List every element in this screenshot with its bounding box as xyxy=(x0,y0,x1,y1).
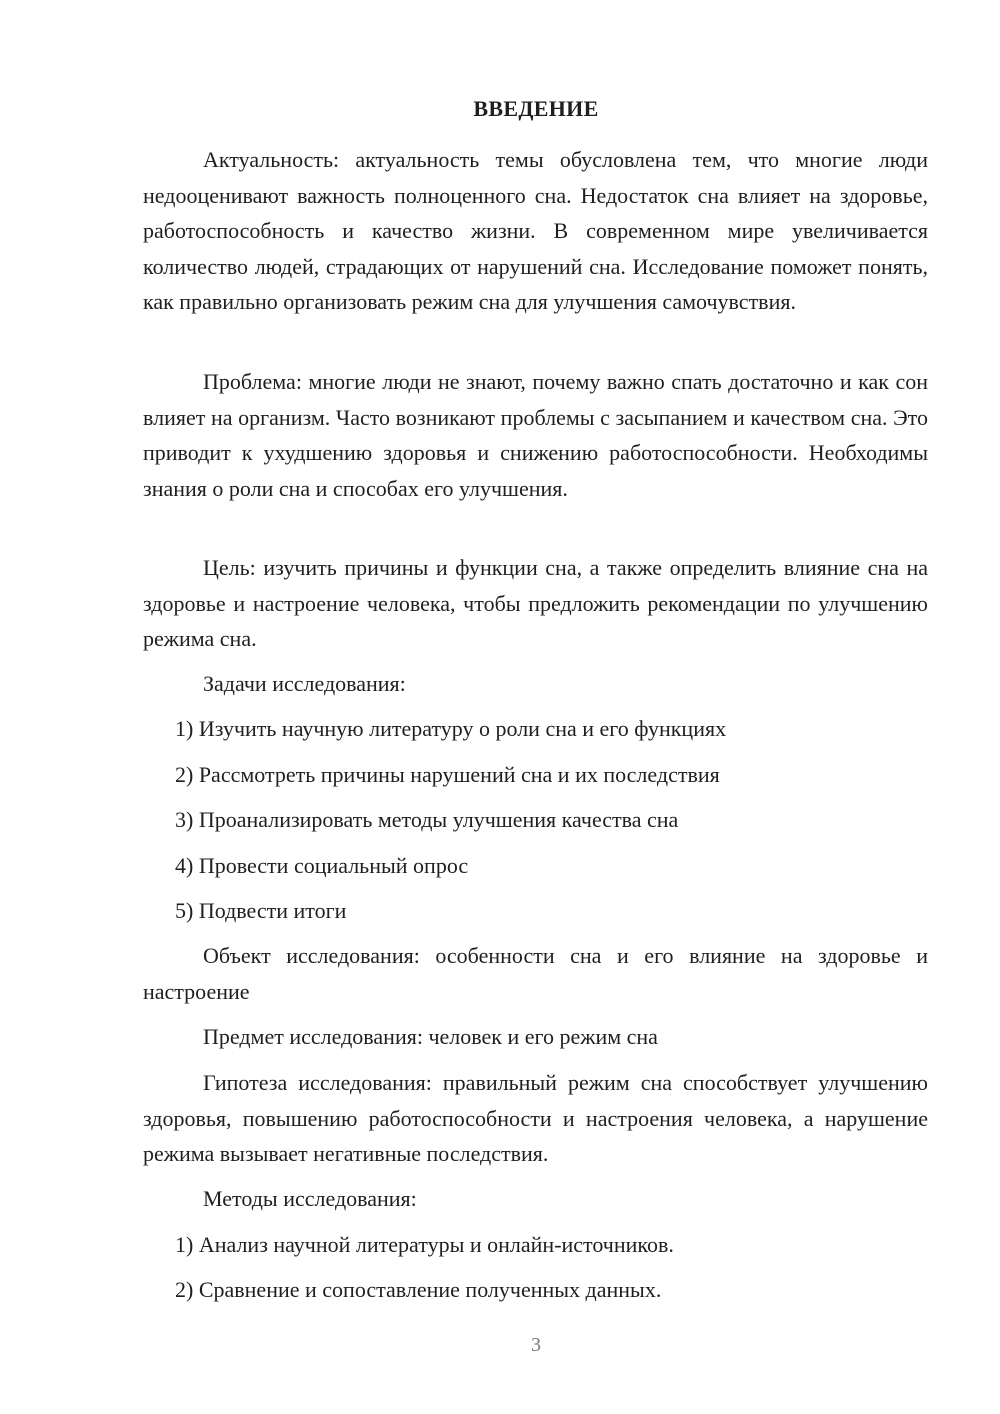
task-item-5: 5) Подвести итоги xyxy=(175,898,347,923)
task-item-3: 3) Проанализировать методы улучшения качества сна xyxy=(175,807,679,832)
tasks-heading: Задачи исследования: xyxy=(203,671,406,696)
methods-heading: Методы исследования: xyxy=(203,1186,417,1211)
page-number: 3 xyxy=(531,1334,541,1356)
task-item-2: 2) Рассмотреть причины нарушений сна и их последствия xyxy=(175,762,720,787)
paragraph-problem: Проблема: многие люди не знают, почему важно спать достаточно и как сон влияет на организм. Часто возникают проблемы с засыпанием и качеством сна. Это приводит к ухудшению здоровья и снижению работоспособности. Необходимы знания о роли сна и способах его улучшения. xyxy=(143,369,928,501)
paragraph-hypothesis: Гипотеза исследования: правильный режим сна способствует улучшению здоровья, повышению работоспособности и настроения человека, а нарушение режима вызывает негативные последствия. xyxy=(143,1070,928,1166)
paragraph-subject: Предмет исследования: человек и его режим сна xyxy=(203,1024,658,1049)
task-item-4: 4) Провести социальный опрос xyxy=(175,853,469,878)
paragraph-goal: Цель: изучить причины и функции сна, а также определить влияние сна на здоровье и настроение человека, чтобы предложить рекомендации по улучшению режима сна. xyxy=(143,555,928,651)
method-item-2: 2) Сравнение и сопоставление полученных данных. xyxy=(175,1277,662,1302)
paragraph-object: Объект исследования: особенности сна и его влияние на здоровье и настроение xyxy=(143,943,928,1004)
paragraph-relevance: Актуальность: актуальность темы обусловлена тем, что многие люди недооценивают важность полноценного сна. Недостаток сна влияет на здоровье, работоспособность и качество жизни. В современном мире увеличивается количество людей, страдающих от нарушений сна. Исследование поможет понять, как правильно организовать режим сна для улучшения самочувствия. xyxy=(143,147,928,314)
task-item-1: 1) Изучить научную литературу о роли сна и его функциях xyxy=(175,716,727,741)
method-item-1: 1) Анализ научной литературы и онлайн-источников. xyxy=(175,1232,674,1257)
page-title: ВВЕДЕНИЕ xyxy=(473,96,599,121)
